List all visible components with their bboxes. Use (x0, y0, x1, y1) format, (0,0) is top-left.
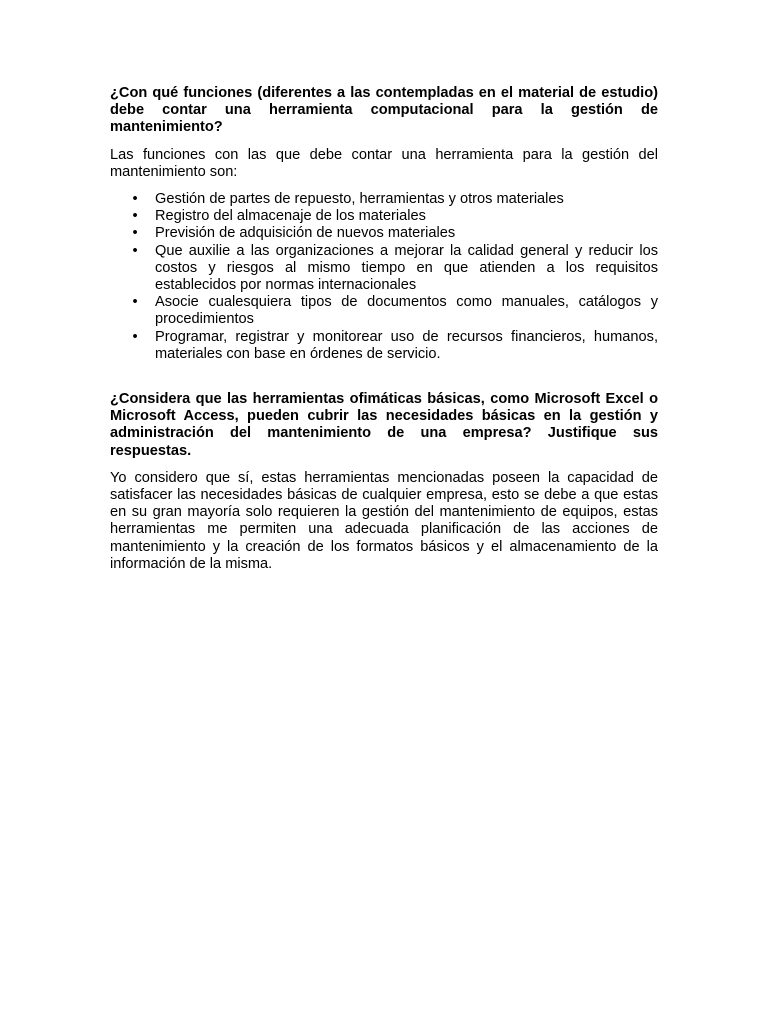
bullet-icon: • (132, 225, 138, 242)
bullet-icon: • (132, 242, 138, 259)
document-page (110, 85, 658, 573)
bullet-icon: • (132, 191, 138, 208)
functions-intro: Las funciones con las que debe contar una herramienta para la gestión del mantenimiento son: (110, 146, 658, 180)
list-item (110, 208, 658, 225)
list-item-text: Previsión de adquisición de nuevos materiales (155, 225, 456, 242)
functions-list (110, 191, 658, 363)
question-1: ¿Con qué funciones (diferentes a las contempladas en el material de estudio) debe contar una herramienta computacional para la gestión de mantenimiento? (110, 85, 658, 136)
list-item-text: Registro del almacenaje de los materiales (155, 208, 426, 225)
bullet-icon: • (132, 328, 138, 345)
list-item-text: Que auxilie a las organizaciones a mejorar la calidad general y reducir los costos y riesgos al mismo tiempo en que atienden a los requisitos establecidos por normas internacionales (155, 242, 658, 294)
list-item-text: Asocie cualesquiera tipos de documentos como manuales, catálogos y procedimientos (155, 294, 658, 328)
list-item-text: Gestión de partes de repuesto, herramientas y otros materiales (155, 191, 564, 208)
list-item (110, 294, 658, 328)
answer-2: Yo considero que sí, estas herramientas mencionadas poseen la capacidad de satisfacer las necesidades básicas de cualquier empresa, esto se debe a que estas en su gran mayoría solo requieren la gestión del mantenimiento de equipos, estas herramientas me permiten una adecuada planificación de las acciones de mantenimiento y la creación de los formatos básicos y el almacenamiento de la información de la misma. (110, 469, 658, 572)
bullet-icon: • (132, 294, 138, 311)
list-item (110, 225, 658, 242)
list-item (110, 329, 658, 363)
list-item (110, 243, 658, 295)
question-2: ¿Considera que las herramientas ofimáticas básicas, como Microsoft Excel o Microsoft Access, pueden cubrir las necesidades básicas en la gestión y administración del mantenimiento de una empresa? Justifique sus respuestas. (110, 391, 658, 459)
list-item (110, 191, 658, 208)
bullet-icon: • (132, 208, 138, 225)
list-item-text: Programar, registrar y monitorear uso de recursos financieros, humanos, materiales con base en órdenes de servicio. (155, 328, 658, 362)
